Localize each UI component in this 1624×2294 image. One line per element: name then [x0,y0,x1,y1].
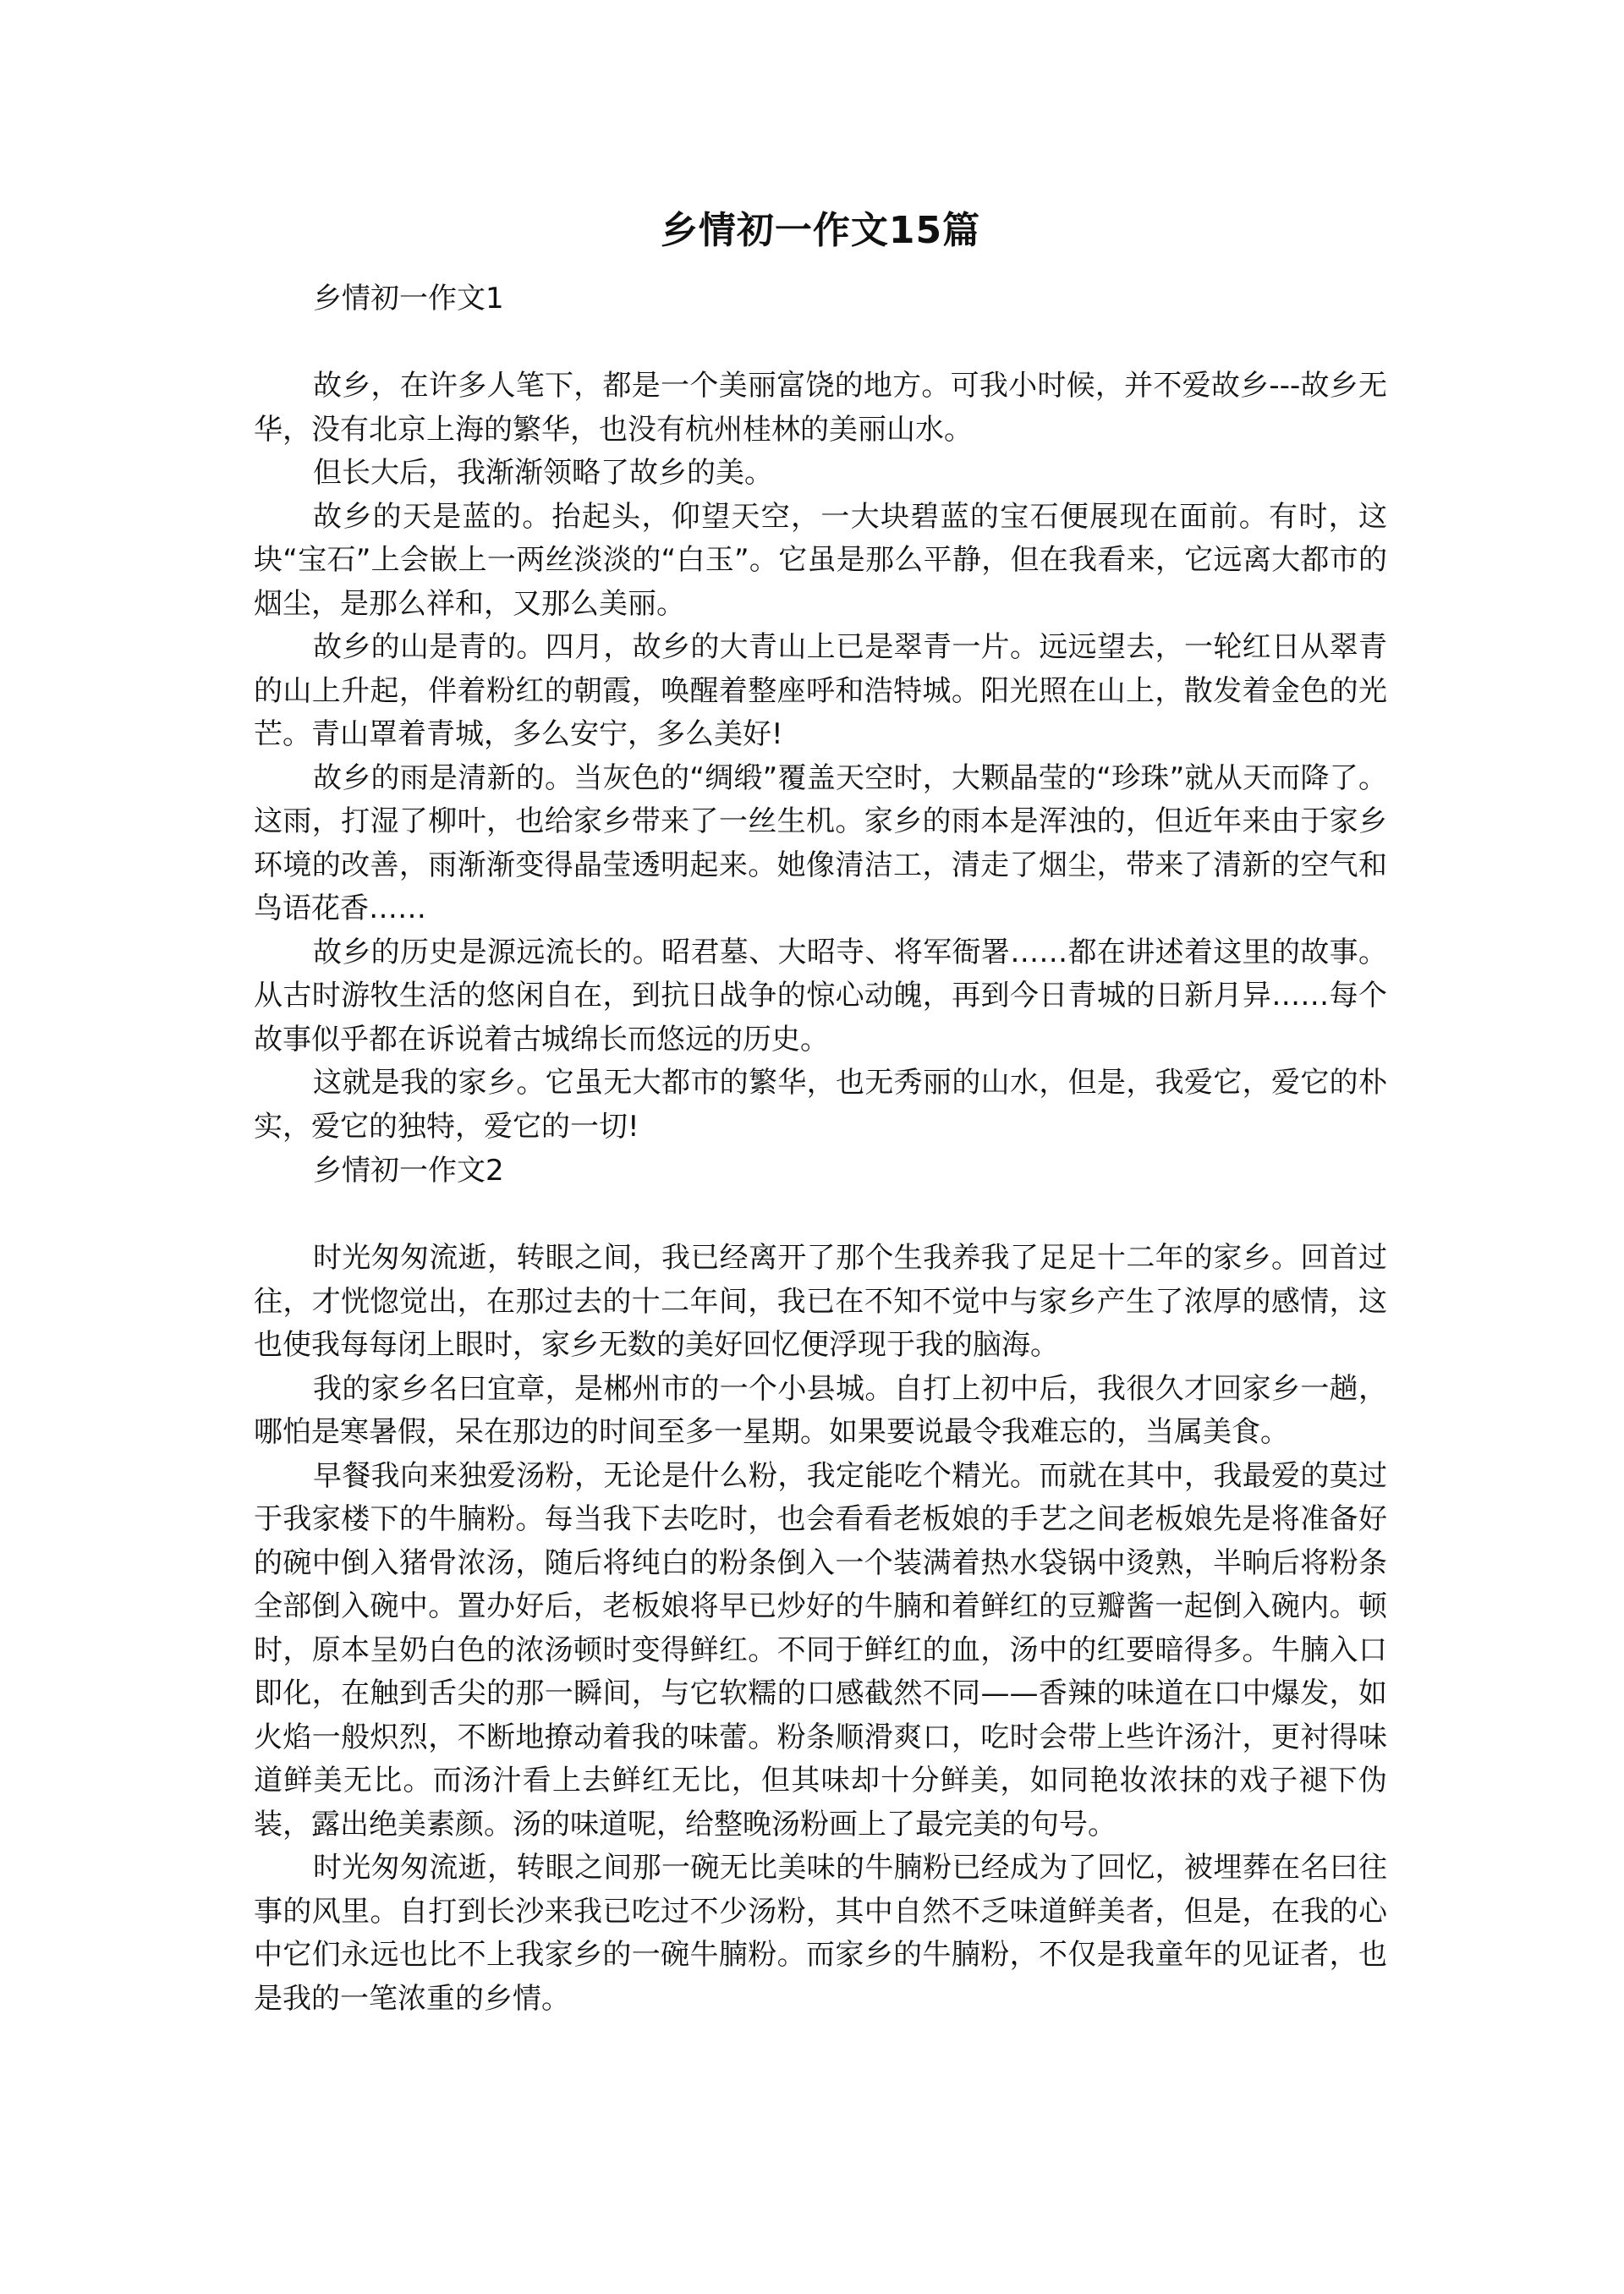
essay-1-paragraph-1: 故乡，在许多人笔下，都是一个美丽富饶的地方。可我小时候，并不爱故乡---故乡无华，没有北京上海的繁华，也没有杭州桂林的美丽山水。 [254,369,1387,447]
essay-1-paragraph-2: 但长大后，我渐渐领略了故乡的美。 [313,456,773,490]
document-title: 乡情初一作文15篇 [660,209,981,252]
essay-2-paragraph-3: 早餐我向来独爱汤粉，无论是什么粉，我定能吃个精光。而就在其中，我最爱的莫过于我家楼下的牛腩粉。每当我下去吃时，也会看看老板娘的手艺之间老板娘先是将准备好的碗中倒入猪骨浓汤，随后将纯白的粉条倒入一个装满着热水袋锅中烫熟，半晌后将粉条全部倒入碗中。置办好后，老板娘将早已炒好的牛腩和着鲜红的豆瓣酱一起倒入碗内。顿时，原本呈奶白色的浓汤顿时变得鲜红。不同于鲜红的血，汤中的红要暗得多。牛腩入口即化，在触到舌尖的那一瞬间，与它软糯的口感截然不同——香辣的味道在口中爆发，如火焰一般炽烈，不断地撩动着我的味蕾。粉条顺滑爽口，吃时会带上些许汤汁，更衬得味道鲜美无比。而汤汁看上去鲜红无比，但其味却十分鲜美，如同艳妆浓抹的戏子褪下伪装，露出绝美素颜。汤的味道呢，给整晚汤粉画上了最完美的句号。 [254,1458,1387,1841]
essay-1-paragraph-6: 故乡的历史是源远流长的。昭君墓、大昭寺、将军衙署……都在讲述着这里的故事。从古时游牧生活的悠闲自在，到抗日战争的惊心动魄，再到今日青城的日新月异……每个故事似乎都在诉说着古城绵长而悠远的历史。 [254,935,1387,1056]
essay-1-paragraph-4: 故乡的山是青的。四月，故乡的大青山上已是翠青一片。远远望去，一轮红日从翠青的山上升起，伴着粉红的朝霞，唤醒着整座呼和浩特城。阳光照在山上，散发着金色的光芒。青山罩着青城，多么安宁，多么美好! [254,630,1387,751]
essay-1-paragraph-5: 故乡的雨是清新的。当灰色的“绸缎”覆盖天空时，大颗晶莹的“珍珠”就从天而降了。这雨，打湿了柳叶，也给家乡带来了一丝生机。家乡的雨本是浑浊的，但近年来由于家乡环境的改善，雨渐渐变得晶莹透明起来。她像清洁工，清走了烟尘，带来了清新的空气和鸟语花香…… [254,760,1387,925]
essay-2-paragraph-1: 时光匆匆流逝，转眼之间，我已经离开了那个生我养我了足足十二年的家乡。回首过往，才恍惚觉出，在那过去的十二年间，我已在不知不觉中与家乡产生了浓厚的感情，这也使我每每闭上眼时，家乡无数的美好回忆便浮现于我的脑海。 [254,1241,1387,1362]
document-body [254,206,1387,2021]
essay-1-paragraph-7: 这就是我的家乡。它虽无大都市的繁华，也无秀丽的山水，但是，我爱它，爱它的朴实，爱它的独特，爱它的一切! [254,1066,1387,1144]
essay-1-paragraph-3: 故乡的天是蓝的。抬起头，仰望天空，一大块碧蓝的宝石便展现在面前。有时，这块“宝石”上会嵌上一两丝淡淡的“白玉”。它虽是那么平静，但在我看来，它远离大都市的烟尘，是那么祥和，又那么美丽。 [254,499,1387,621]
essay-2-paragraph-2: 我的家乡名曰宜章，是郴州市的一个小县城。自打上初中后，我很久才回家乡一趟，哪怕是寒暑假，呆在那边的时间至多一星期。如果要说最令我难忘的，当属美食。 [254,1371,1387,1449]
essay-2-heading: 乡情初一作文2 [313,1154,504,1188]
essay-2-paragraph-4: 时光匆匆流逝，转眼之间那一碗无比美味的牛腩粉已经成为了回忆，被埋葬在名曰往事的风里。自打到长沙来我已吃过不少汤粉，其中自然不乏味道鲜美者，但是，在我的心中它们永远也比不上我家乡的一碗牛腩粉。而家乡的牛腩粉，不仅是我童年的见证者，也是我的一笔浓重的乡情。 [254,1851,1387,2016]
essay-1-heading: 乡情初一作文1 [313,282,504,316]
